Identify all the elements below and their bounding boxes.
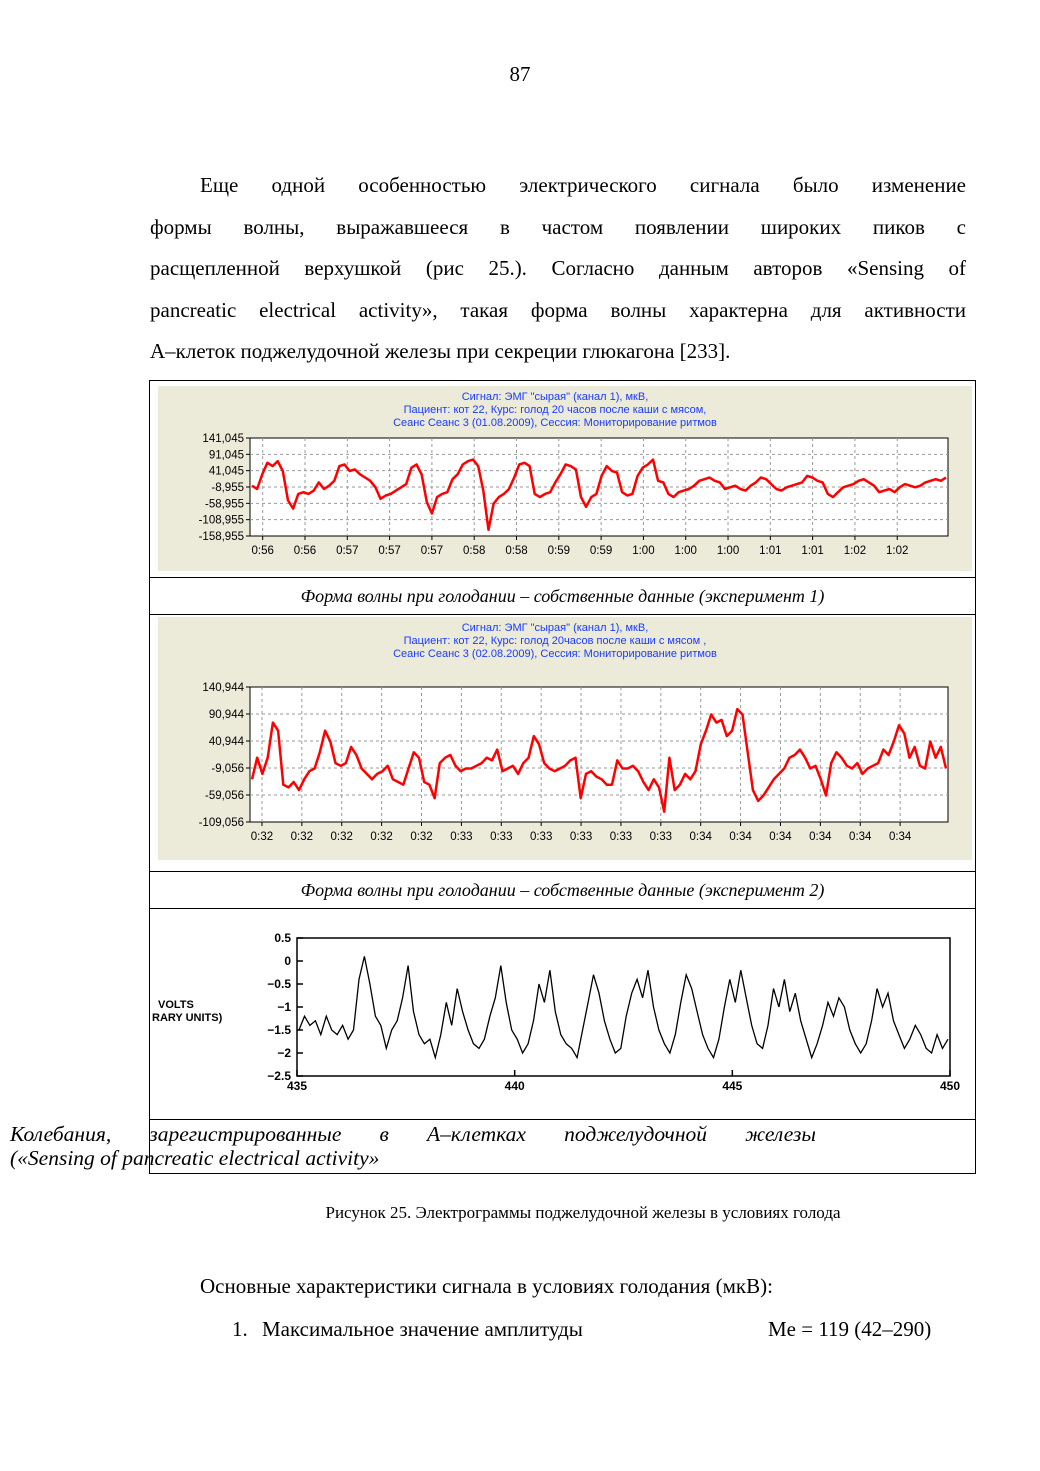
chart-title-line: Сеанс Сеанс 3 (01.08.2009), Сессия: Мониторирование ритмов (393, 417, 717, 429)
chart-alpha-cells (150, 911, 975, 1119)
x-tick-label: 0:34 (809, 831, 832, 843)
paragraph-line: формы волны, выражавшееся в частом появлении широких пиков с (150, 214, 966, 239)
x-tick-label: 0:59 (547, 545, 571, 557)
x-tick-label: 0:34 (888, 831, 912, 843)
y-tick-label: −2 (277, 1046, 291, 1060)
x-tick-label: 0:32 (290, 831, 314, 843)
table-divider (150, 908, 975, 909)
y-axis-label-fragment: RARY UNITS) (152, 1012, 223, 1024)
chart-experiment-2 (158, 617, 972, 860)
x-tick-label: 0:32 (250, 831, 274, 843)
x-tick-label: 0:33 (490, 831, 513, 843)
y-tick-label: -109,056 (198, 817, 244, 829)
y-tick-label: -158,955 (198, 531, 244, 543)
x-tick-label: 0:32 (330, 831, 353, 843)
x-tick-label: 1:00 (674, 545, 697, 557)
x-tick-label: 0:58 (505, 545, 528, 557)
x-tick-label: 1:00 (632, 545, 655, 557)
y-tick-label: −1 (277, 1000, 291, 1014)
x-tick-label: 440 (504, 1079, 525, 1093)
caption-line: («Sensing of pancreatic electrical activity» (10, 1146, 380, 1170)
x-tick-label: 1:00 (716, 545, 740, 557)
caption-experiment-1: Форма волны при голодании – собственные данные (эксперимент 1) (300, 586, 825, 606)
chart-title-line: Сигнал: ЭМГ "сырая" (канал 1), мкВ, (461, 391, 649, 403)
x-tick-label: 0:34 (689, 831, 712, 843)
x-tick-label: 0:33 (649, 831, 673, 843)
paragraph-line: расщепленной верхушкой (рис 25.). Согласно данным авторов «Sensing of (150, 256, 966, 280)
y-tick-label: -59,056 (204, 790, 244, 802)
x-tick-label: 0:34 (729, 831, 752, 843)
x-tick-label: 0:57 (378, 545, 401, 557)
y-tick-label: −2.5 (267, 1069, 291, 1083)
x-tick-label: 0:33 (609, 831, 633, 843)
y-tick-label: -8,955 (211, 482, 244, 494)
x-tick-label: 450 (939, 1079, 961, 1093)
page-number: 87 (509, 62, 531, 86)
list-number: 1. (232, 1317, 248, 1341)
x-tick-label: 0:33 (529, 831, 553, 843)
y-tick-label: -9,056 (211, 763, 244, 775)
caption-alpha-cells (10, 1122, 816, 1170)
x-tick-label: 0:32 (410, 831, 433, 843)
x-tick-label: 0:58 (463, 545, 486, 557)
y-tick-label: 91,045 (208, 449, 244, 462)
list-label: Максимальное значение амплитуды (262, 1317, 583, 1341)
y-tick-label: 41,045 (208, 465, 244, 478)
y-tick-label: 0.5 (274, 931, 291, 945)
x-tick-label: 0:57 (420, 545, 444, 557)
x-tick-label: 445 (722, 1079, 743, 1093)
x-tick-label: 1:01 (759, 545, 782, 557)
x-tick-label: 1:02 (886, 545, 909, 557)
x-tick-label: 1:02 (843, 545, 867, 557)
x-tick-label: 1:01 (801, 545, 824, 557)
caption-experiment-2: Форма волны при голодании – собственные данные (эксперимент 2) (300, 880, 825, 900)
y-tick-label: 141,045 (202, 433, 244, 445)
section-intro: Основные характеристики сигнала в условиях голодания (мкВ): (200, 1274, 773, 1298)
figure-table (149, 380, 976, 1174)
paragraph-line: А–клеток поджелудочной железы при секреции глюкагона [233]. (150, 339, 731, 363)
body-paragraph (150, 165, 966, 373)
x-tick-label: 0:56 (293, 545, 317, 557)
x-tick-label: 0:32 (370, 831, 393, 843)
y-tick-label: -58,955 (204, 498, 244, 511)
chart-title-line: Пациент: кот 22, Курс: голод 20 часов после каши с мясом, (403, 404, 707, 416)
x-tick-label: 435 (286, 1079, 308, 1093)
x-tick-label: 0:57 (336, 545, 359, 557)
y-tick-label: −0.5 (267, 977, 291, 991)
x-tick-label: 0:34 (849, 831, 872, 843)
chart-title-line: Сигнал: ЭМГ "сырая" (канал 1), мкВ, (461, 622, 649, 634)
x-tick-label: 0:56 (251, 545, 274, 557)
y-tick-label: 40,944 (208, 736, 244, 748)
y-axis-label-fragment: VOLTS (158, 999, 194, 1011)
table-divider (150, 1119, 975, 1120)
caption-line: Колебания, зарегистрированные в А–клетках поджелудочной железы (10, 1122, 816, 1146)
y-tick-label: 90,944 (208, 709, 244, 721)
y-tick-label: −1.5 (267, 1023, 291, 1037)
chart-experiment-1 (158, 386, 972, 571)
figure-caption: Рисунок 25. Электрограммы поджелудочной железы в условиях голода (325, 1203, 841, 1222)
paragraph-line: pancreatic electrical activity», такая форма волны характерна для активности (150, 297, 966, 322)
x-tick-label: 0:34 (769, 831, 792, 843)
x-tick-label: 0:33 (450, 831, 473, 843)
chart-title-line: Пациент: кот 22, Курс: голод 20часов после каши с мясом , (403, 635, 707, 647)
list-value: Me = 119 (42–290) (768, 1317, 932, 1341)
plot-area (297, 938, 950, 1076)
y-tick-label: 0 (284, 954, 291, 968)
table-divider (150, 614, 975, 615)
x-tick-label: 0:59 (589, 545, 613, 557)
paragraph-line: Еще одной особенностью электрического сигнала было изменение (200, 173, 966, 197)
y-tick-label: -108,955 (198, 514, 244, 527)
chart-title-line: Сеанс Сеанс 3 (02.08.2009), Сессия: Мониторирование ритмов (393, 648, 717, 660)
x-tick-label: 0:33 (569, 831, 593, 843)
y-tick-label: 140,944 (202, 682, 244, 694)
